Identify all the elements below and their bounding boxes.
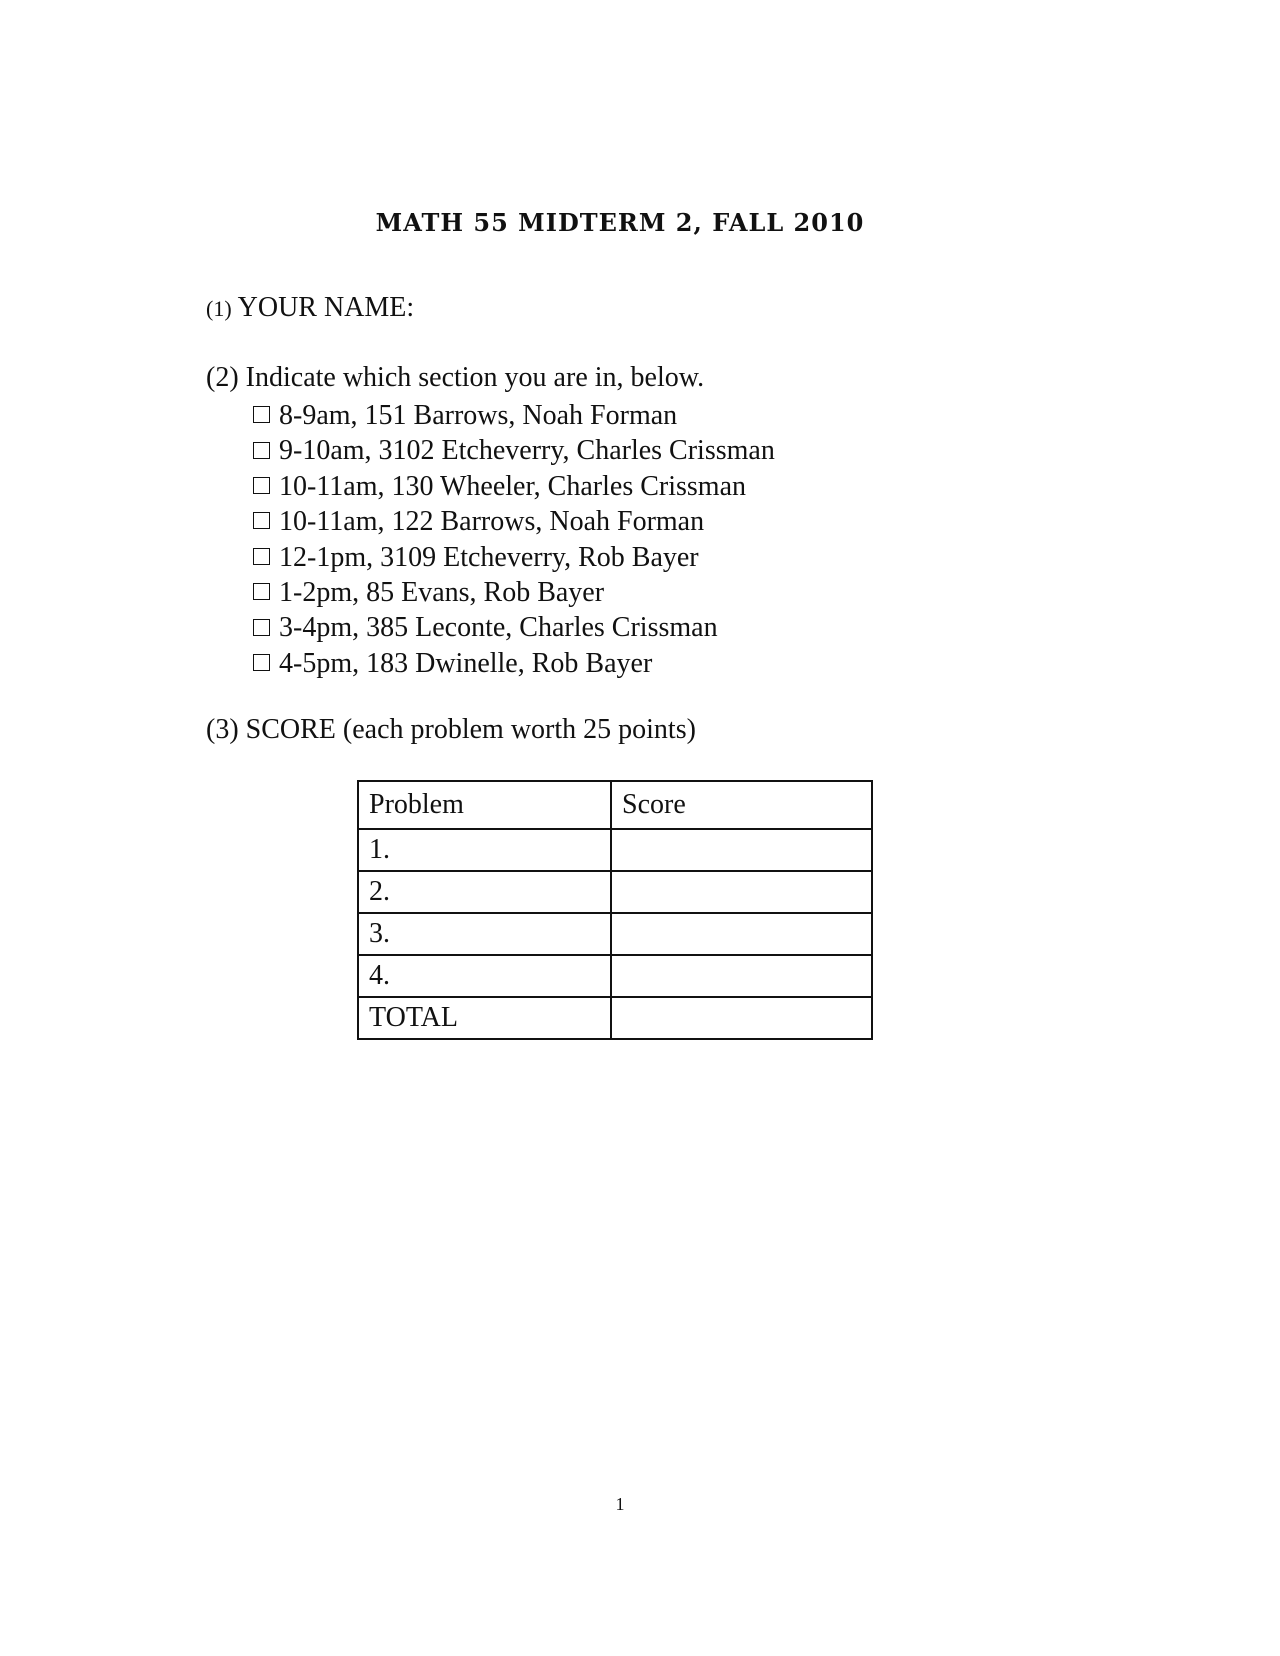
- problem-cell: 2.: [358, 871, 611, 913]
- section-option-label: 10-11am, 122 Barrows, Noah Forman: [279, 506, 705, 538]
- section-option-label: 9-10am, 3102 Etcheverry, Charles Crissman: [279, 435, 775, 467]
- table-header-row: [358, 781, 872, 829]
- section-option-label: 1-2pm, 85 Evans, Rob Bayer: [279, 577, 605, 609]
- section-option-label: 12-1pm, 3109 Etcheverry, Rob Bayer: [279, 541, 699, 573]
- section-prompt: [206, 360, 704, 395]
- score-prompt: [206, 712, 696, 747]
- problem-cell: 4.: [358, 955, 611, 997]
- name-prompt: [206, 290, 414, 326]
- problem-cell: 1.: [358, 829, 611, 871]
- score-cell[interactable]: [611, 913, 872, 955]
- name-label: YOUR NAME:: [237, 292, 415, 323]
- exam-title: MATH 55 MIDTERM 2, FALL 2010: [375, 208, 865, 237]
- problem-cell: 3.: [358, 913, 611, 955]
- header-problem: Problem: [358, 781, 611, 829]
- item-number: (3): [206, 714, 239, 745]
- item-number: (1): [206, 296, 232, 321]
- item-number: (2): [206, 362, 239, 393]
- section-option[interactable]: [253, 433, 775, 468]
- checkbox[interactable]: [253, 442, 270, 459]
- page-number: 1: [615, 1494, 625, 1514]
- section-option-label: 4-5pm, 183 Dwinelle, Rob Bayer: [279, 647, 653, 679]
- table-row: [358, 913, 872, 955]
- checkbox[interactable]: [253, 654, 270, 671]
- section-label: Indicate which section you are in, below.: [245, 362, 705, 393]
- table-row: [358, 829, 872, 871]
- checkbox[interactable]: [253, 512, 270, 529]
- checkbox[interactable]: [253, 583, 270, 600]
- section-options: [253, 398, 775, 681]
- section-option-label: 10-11am, 130 Wheeler, Charles Crissman: [279, 470, 746, 502]
- section-option-label: 3-4pm, 385 Leconte, Charles Crissman: [279, 612, 718, 644]
- score-cell[interactable]: [611, 829, 872, 871]
- table-row: [358, 955, 872, 997]
- checkbox[interactable]: [253, 548, 270, 565]
- table-row: [358, 871, 872, 913]
- section-option[interactable]: [253, 610, 775, 645]
- score-cell[interactable]: [611, 997, 872, 1039]
- problem-cell: TOTAL: [358, 997, 611, 1039]
- score-cell[interactable]: [611, 871, 872, 913]
- header-score: Score: [611, 781, 872, 829]
- checkbox[interactable]: [253, 406, 270, 423]
- score-cell[interactable]: [611, 955, 872, 997]
- section-option[interactable]: [253, 469, 775, 504]
- section-option[interactable]: [253, 398, 775, 433]
- section-option[interactable]: [253, 575, 775, 610]
- section-option-label: 8-9am, 151 Barrows, Noah Forman: [279, 400, 678, 431]
- table-row: [358, 997, 872, 1039]
- section-option[interactable]: [253, 646, 775, 681]
- score-label: SCORE (each problem worth 25 points): [245, 714, 696, 745]
- section-option[interactable]: [253, 540, 775, 575]
- checkbox[interactable]: [253, 619, 270, 636]
- score-table: [357, 780, 873, 1040]
- section-option[interactable]: [253, 504, 775, 539]
- checkbox[interactable]: [253, 477, 270, 494]
